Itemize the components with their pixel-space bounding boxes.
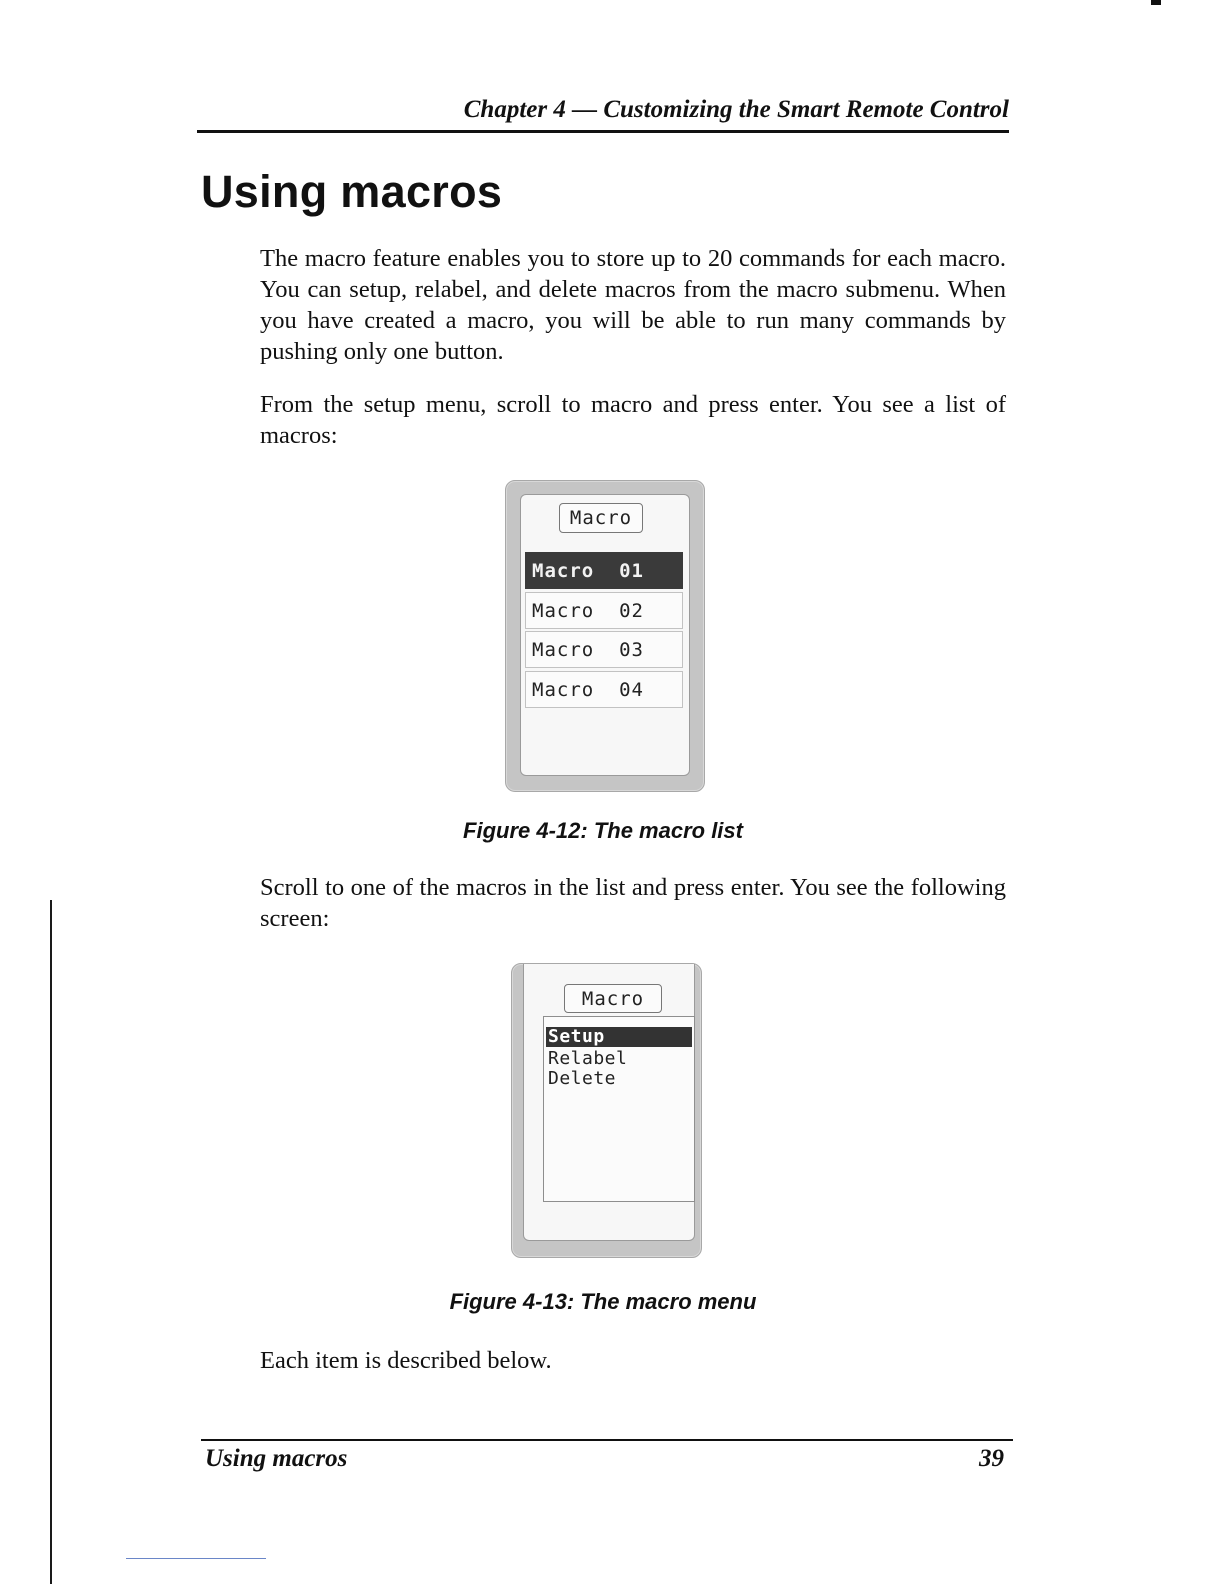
running-head: Chapter 4 — Customizing the Smart Remote Control (463, 96, 1009, 123)
figure-caption-4-12: Figure 4-12: The macro list (463, 818, 743, 843)
macro-item-02[interactable]: Macro 02 (525, 592, 683, 629)
figure-caption-4-13: Figure 4-13: The macro menu (449, 1289, 757, 1314)
footer-section-name: Using macros (205, 1445, 348, 1472)
paragraph-instructions-1: From the setup menu, scroll to macro and press enter. You see a list of macros: (260, 391, 1006, 449)
paragraph-instructions-2: Scroll to one of the macros in the list and press enter. You see the following screen: (260, 874, 1006, 932)
paragraph-closing: Each item is described below. (260, 1347, 552, 1374)
menu-item-setup[interactable]: Setup (546, 1027, 692, 1047)
scan-mark (50, 900, 52, 1584)
paragraph-intro: The macro feature enables you to store up to 20 commands for each macro. You can setup, relabel, and delete macros from the macro submenu. When you have created a macro, you will be able to run many commands by pushing only one button. (260, 245, 1006, 365)
scan-mark (126, 1558, 266, 1559)
footer-rule (201, 1439, 1013, 1441)
macro-menu-screen (523, 964, 695, 1241)
macro-item-04[interactable]: Macro 04 (525, 671, 683, 708)
macro-menu-device (511, 963, 702, 1258)
macro-list-screen (520, 494, 690, 776)
menu-item-relabel[interactable]: Relabel (548, 1048, 628, 1069)
macro-item-01[interactable]: Macro 01 (525, 552, 683, 589)
section-title: Using macros (201, 166, 503, 217)
header-rule (197, 130, 1009, 133)
macro-item-03[interactable]: Macro 03 (525, 631, 683, 668)
screen-title: Macro (564, 984, 662, 1013)
menu-item-delete[interactable]: Delete (548, 1068, 617, 1089)
page-number: 39 (979, 1445, 1004, 1472)
screen-title: Macro (559, 503, 643, 533)
macro-list-device (505, 480, 705, 792)
macro-menu-list (543, 1016, 695, 1202)
scan-mark (1151, 0, 1161, 5)
